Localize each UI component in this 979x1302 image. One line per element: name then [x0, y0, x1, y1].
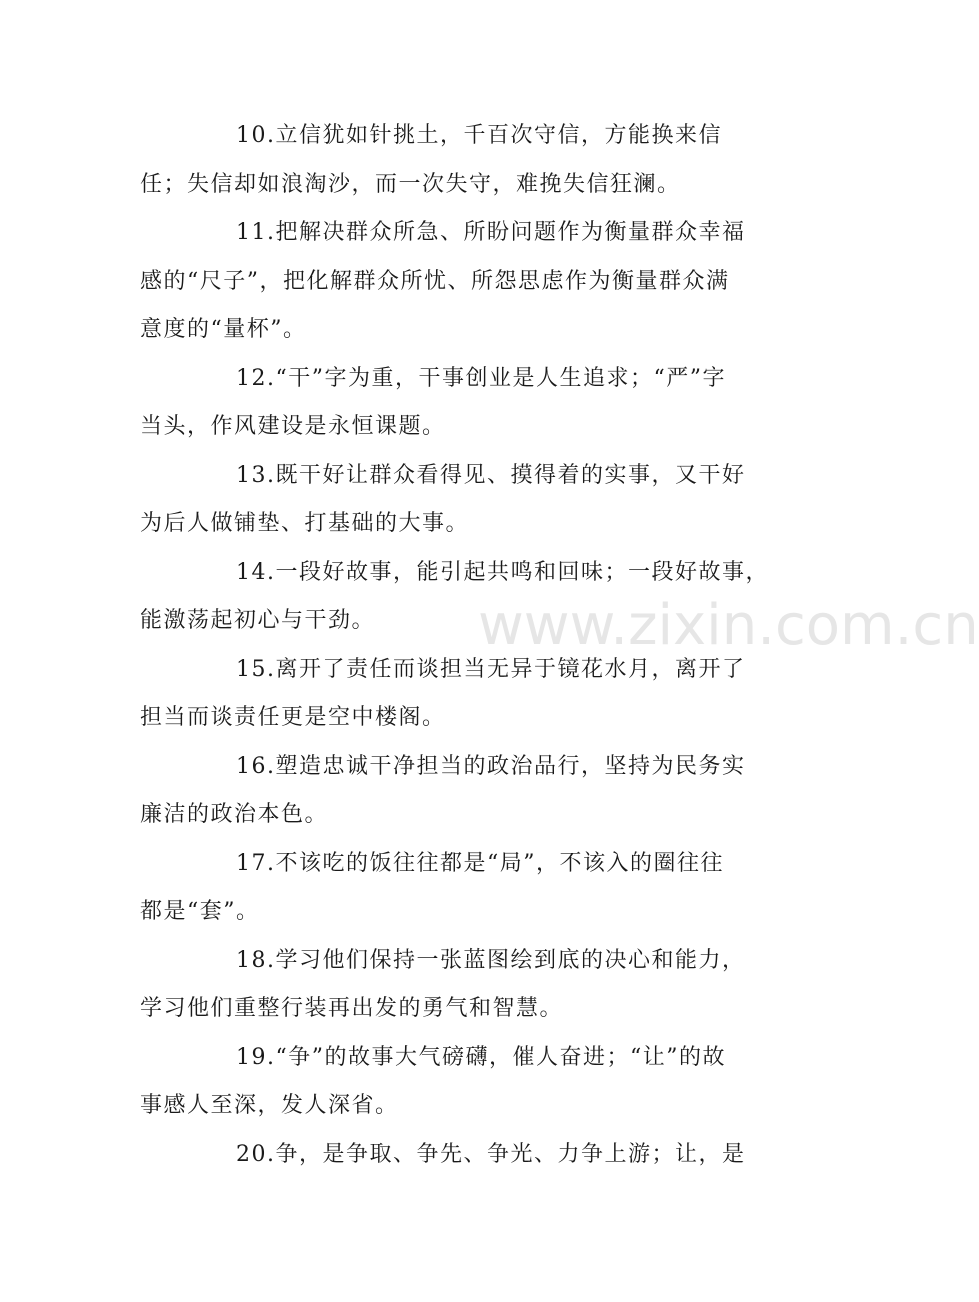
text-line: 廉洁的政治本色。 — [140, 802, 329, 827]
text-line: 13.既干好让群众看得见、摸得着的实事，又干好 — [236, 462, 746, 488]
text-line: 意度的“量杯”。 — [140, 317, 307, 342]
text-line: 20.争，是争取、争先、争光、力争上游；让，是 — [236, 1141, 746, 1167]
watermark: www.zixin.com.cn — [478, 593, 979, 658]
text-line: 感的“尺子”，把化解群众所忧、所怨思虑作为衡量群众满 — [140, 268, 730, 294]
text-line: 学习他们重整行装再出发的勇气和智慧。 — [140, 996, 564, 1021]
text-line: 担当而谈责任更是空中楼阁。 — [140, 705, 446, 730]
text-line: 14.一段好故事，能引起共鸣和回味；一段好故事， — [236, 559, 769, 585]
text-line: 都是“套”。 — [140, 899, 260, 924]
text-line: 15.离开了责任而谈担当无异于镜花水月，离开了 — [236, 656, 746, 682]
text-line: 12.“干”字为重，干事创业是人生追求；“严”字 — [236, 365, 726, 391]
text-line: 18.学习他们保持一张蓝图绘到底的决心和能力， — [236, 947, 746, 973]
text-line: 任；失信却如浪淘沙，而一次失守，难挽失信狂澜。 — [140, 171, 681, 197]
text-line: 事感人至深，发人深省。 — [140, 1093, 399, 1118]
document-body — [140, 112, 780, 1179]
text-line: 为后人做铺垫、打基础的大事。 — [140, 511, 470, 536]
text-line: 10.立信犹如针挑土，千百次守信，方能换来信 — [236, 123, 722, 148]
text-line: 19.“争”的故事大气磅礴，催人奋进；“让”的故 — [236, 1044, 726, 1070]
text-line: 当头，作风建设是永恒课题。 — [140, 414, 446, 439]
text-line: 11.把解决群众所急、所盼问题作为衡量群众幸福 — [236, 220, 746, 245]
text-line: 能激荡起初心与干劲。 — [140, 608, 376, 633]
text-line: 16.塑造忠诚干净担当的政治品行，坚持为民务实 — [236, 753, 746, 779]
text-line: 17.不该吃的饭往往都是“局”，不该入的圈往往 — [236, 850, 724, 876]
